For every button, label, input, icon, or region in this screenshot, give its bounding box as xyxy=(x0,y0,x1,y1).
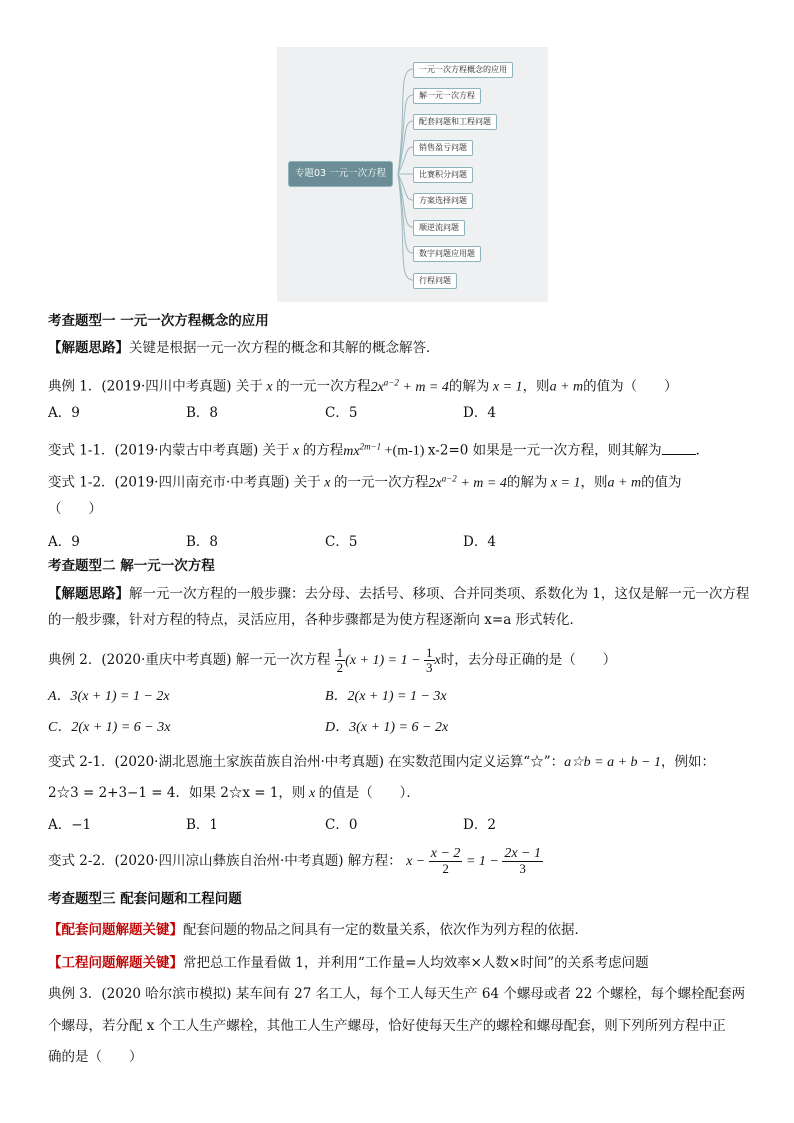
option-d: D．4 xyxy=(463,405,496,421)
example-3-line: 典例 3．(2020 哈尔滨市模拟) 某车间有 27 名工人，每个工人每天生产 64 个螺母或者 22 个螺栓，每个螺栓配套两 xyxy=(48,986,746,1002)
key-paragraph-1: 【配套问题解题关键】配套问题的物品之间具有一定的数量关系，依次作为列方程的依据． xyxy=(48,922,588,938)
option-c: C．5 xyxy=(325,405,358,421)
answer-blank xyxy=(662,442,696,455)
mind-map-node: 行程问题 xyxy=(413,273,457,289)
variant-1-1: 变式 1-1．(2019·内蒙古中考真题) 关于 x 的方程$mx^{2m-1} +(m-1)$ x-2=0 如果是一元一次方程，则其解为 ． xyxy=(48,441,710,459)
section-heading: 考查题型三 配套问题和工程问题 xyxy=(48,891,242,907)
mind-map-node: 配套问题和工程问题 xyxy=(413,114,497,130)
mind-map-node: 数字问题应用题 xyxy=(413,246,481,262)
option-b: B．2(x + 1) = 1 − 3x xyxy=(325,689,447,704)
option-a: A．9 xyxy=(48,534,80,550)
option-c: C．2(x + 1) = 6 − 3x xyxy=(48,720,171,735)
option-b: B．1 xyxy=(186,817,219,833)
example-3-line: 确的是（ ） xyxy=(48,1049,143,1065)
option-a: A．−1 xyxy=(48,817,92,833)
mind-map-node: 比赛积分问题 xyxy=(413,167,473,183)
section-heading: 考查题型一 一元一次方程概念的应用 xyxy=(48,313,269,329)
mind-map-node: 方案选择问题 xyxy=(413,193,473,209)
option-b: B．8 xyxy=(186,534,219,550)
tip-text: 关键是根据一元一次方程的概念和其解的概念解答． xyxy=(129,340,440,356)
example-2: 典例 2．(2020·重庆中考真题) 解一元一次方程 $\frac{1}{2}$ (x + 1) = 1 − $\frac{1}{3}$ x时，去分母正确的是（ ） xyxy=(48,645,617,675)
answer-paren: （ ） xyxy=(48,501,102,517)
mind-map-node: 销售盈亏问题 xyxy=(413,140,473,156)
tip-label: 【解题思路】 xyxy=(48,340,129,356)
tip-paragraph-cont: 的一般步骤，针对方程的特点，灵活应用，各种步骤都是为使方程逐渐向 x=a 形式转化． xyxy=(48,612,584,628)
mind-map-node: 顺逆流问题 xyxy=(413,220,465,236)
option-c: C．0 xyxy=(325,817,358,833)
section-heading: 考查题型二 解一元一次方程 xyxy=(48,558,215,574)
option-d: D．3(x + 1) = 6 − 2x xyxy=(325,720,449,735)
mind-map-node: 解一元一次方程 xyxy=(413,88,481,104)
mind-map-node: 一元一次方程概念的应用 xyxy=(413,62,513,78)
mind-map-root: 专题03 一元一次方程 xyxy=(288,161,393,187)
tip-paragraph: 【解题思路】解一元一次方程的一般步骤：去分母、去括号、移项、合并同类项、系数化为 1，这仅是解一元一次方程 xyxy=(48,586,750,602)
option-d: D．2 xyxy=(463,817,496,833)
option-d: D．4 xyxy=(463,534,496,550)
option-b: B．8 xyxy=(186,405,219,421)
variant-2-1: 变式 2-1．(2020·湖北恩施土家族苗族自治州·中考真题) 在实数范围内定义运算“☆”：a☆b = a + b − 1，例如： xyxy=(48,754,716,770)
example-1: 典例 1．(2019·四川中考真题) 关于 x 的一元一次方程$2x^{a-2} + m = 4$的解为 x = 1，则a + m的值为（ ） xyxy=(48,377,678,395)
tip-paragraph xyxy=(48,339,440,357)
variant-2-1-cont: 2☆3 = 2+3−1 = 4．如果 2☆x = 1，则 x 的值是（ ）． xyxy=(48,785,420,801)
option-a: A．3(x + 1) = 1 − 2x xyxy=(48,689,170,704)
variant-2-2: 变式 2-2．(2020·四川凉山彝族自治州·中考真题) 解方程： x − $\frac{x - 2}{2}$ = 1 − $\frac{2x - 1}{3}$ xyxy=(48,846,542,876)
option-a: A．9 xyxy=(48,405,80,421)
option-c: C．5 xyxy=(325,534,358,550)
key-paragraph-2: 【工程问题解题关键】常把总工作量看做 1，并利用“工作量=人均效率×人数×时间”的关系考虑问题 xyxy=(48,955,649,971)
mind-map xyxy=(277,47,548,302)
variant-1-2: 变式 1-2．(2019·四川南充市·中考真题) 关于 x 的一元一次方程$2x^{a-2} + m = 4$的解为 x = 1，则a + m的值为 xyxy=(48,473,682,491)
example-3-line: 个螺母，若分配 x 个工人生产螺栓，其他工人生产螺母，恰好使每天生产的螺栓和螺母配套，则下列所列方程中正 xyxy=(48,1018,726,1034)
